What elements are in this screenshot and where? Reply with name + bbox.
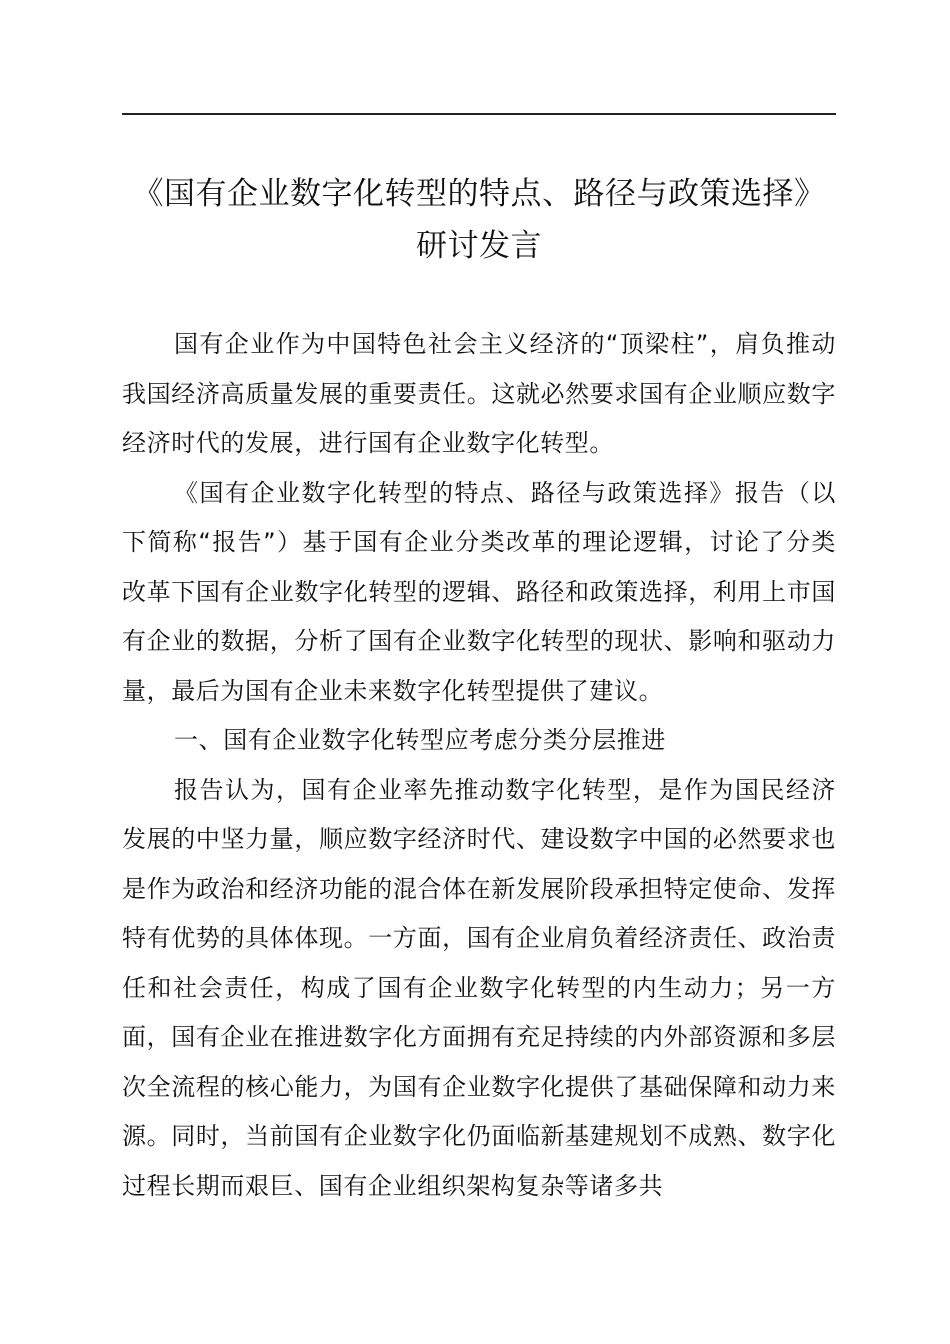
section-heading: 一、国有企业数字化转型应考虑分类分层推进: [174, 726, 666, 754]
body-paragraph-report-summary: 《国有企业数字化转型的特点、路径与政策选择》报告（以下简称“报告”）基于国有企业分类改革的理论逻辑，讨论了分类改革下国有企业数字化转型的逻辑、路径和政策选择，利用上市国有企业的数据，分析了国有企业数字化转型的现状、影响和驱动力量，最后为国有企业未来数字化转型提供了建议。: [122, 478, 836, 705]
document-body: [122, 320, 836, 1211]
body-paragraph-section-one: 报告认为，国有企业率先推动数字化转型，是作为国民经济发展的中坚力量，顺应数字经济时代、建设数字中国的必然要求也是作为政治和经济功能的混合体在新发展阶段承担特定使命、发挥特有优势的具体体现。一方面，国有企业肩负着经济责任、政治责任和社会责任，构成了国有企业数字化转型的内生动力；另一方面，国有企业在推进数字化方面拥有充足持续的内外部资源和多层次全流程的核心能力，为国有企业数字化提供了基础保障和动力来源。同时，当前国有企业数字化仍面临新基建规划不成熟、数字化过程长期而艰巨、国有企业组织架构复杂等诸多共: [122, 775, 836, 1200]
body-paragraph-intro: 国有企业作为中国特色社会主义经济的“顶梁柱”，肩负推动我国经济高质量发展的重要责任。这就必然要求国有企业顺应数字经济时代的发展，进行国有企业数字化转型。: [122, 330, 836, 457]
header-rule: [122, 113, 836, 115]
document-title: 《国有企业数字化转型的特点、路径与政策选择》研讨发言: [132, 176, 826, 264]
